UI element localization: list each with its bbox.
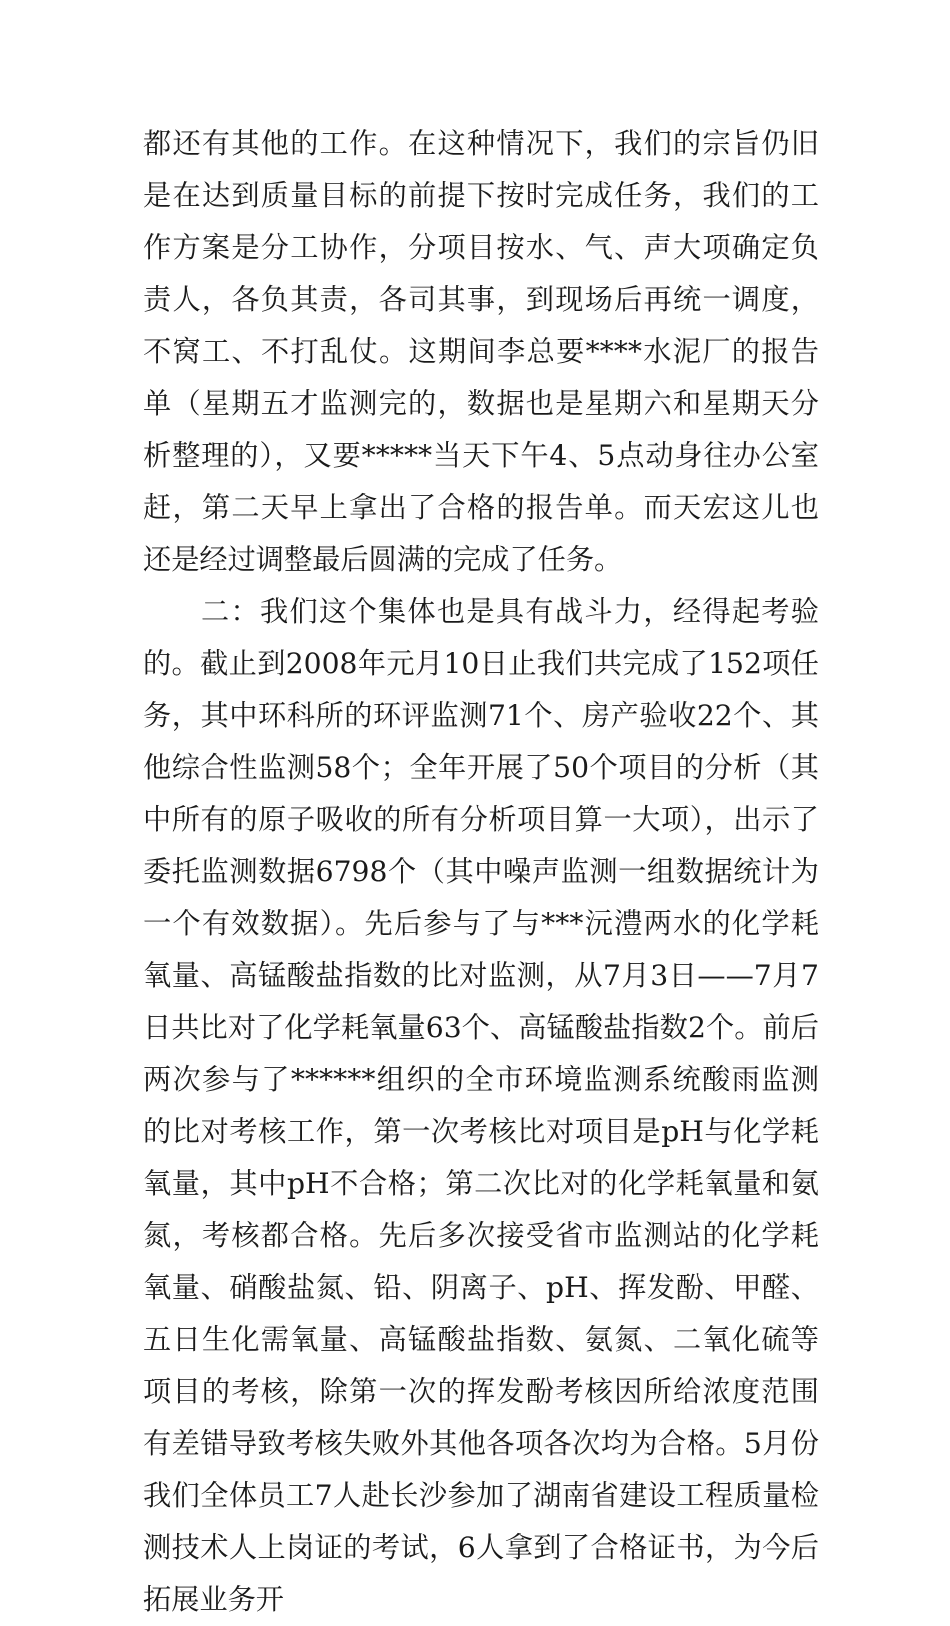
paragraph-2: 二：我们这个集体也是具有战斗力，经得起考验的。截止到2008年元月10日止我们共完成了152项任务，其中环科所的环评监测71个、房产验收22个、其他综合性监测58个；全年开展了50个项目的分析（其中所有的原子吸收的所有分析项目算一大项），出示了委托监测数据6798个（其中噪声监测一组数据统计为一个有效数据）。先后参与了与***沅澧两水的化学耗氧量、高锰酸盐指数的比对监测，从7月3日——7月7日共比对了化学耗氧量63个、高锰酸盐指数2个。前后两次参与了******组织的全市环境监测系统酸雨监测的比对考核工作，第一次考核比对项目是pH与化学耗氧量，其中pH不合格；第二次比对的化学耗氧量和氨氮，考核都合格。先后多次接受省市监测站的化学耗氧量、硝酸盐氮、铅、阴离子、pH、挥发酚、甲醛、五日生化需氧量、高锰酸盐指数、氨氮、二氧化硫等项目的考核，除第一次的挥发酚考核因所给浓度范围有差错导致考核失败外其他各项各次均为合格。5月份我们全体员工7人赴长沙参加了湖南省建设工程质量检测技术人上岗证的考试，6人拿到了合格证书，为今后拓展业务开 bbox=[143, 595, 819, 1616]
paragraph-1: 都还有其他的工作。在这种情况下，我们的宗旨仍旧是在达到质量目标的前提下按时完成任务，我们的工作方案是分工协作，分项目按水、气、声大项确定负责人，各负其责，各司其事，到现场后再统一调度，不窝工、不打乱仗。这期间李总要****水泥厂的报告单（星期五才监测完的，数据也是星期六和星期天分析整理的），又要*****当天下午4、5点动身往办公室赶，第二天早上拿出了合格的报告单。而天宏这儿也还是经过调整最后圆满的完成了任务。 bbox=[143, 127, 819, 576]
document-body bbox=[143, 118, 819, 1626]
